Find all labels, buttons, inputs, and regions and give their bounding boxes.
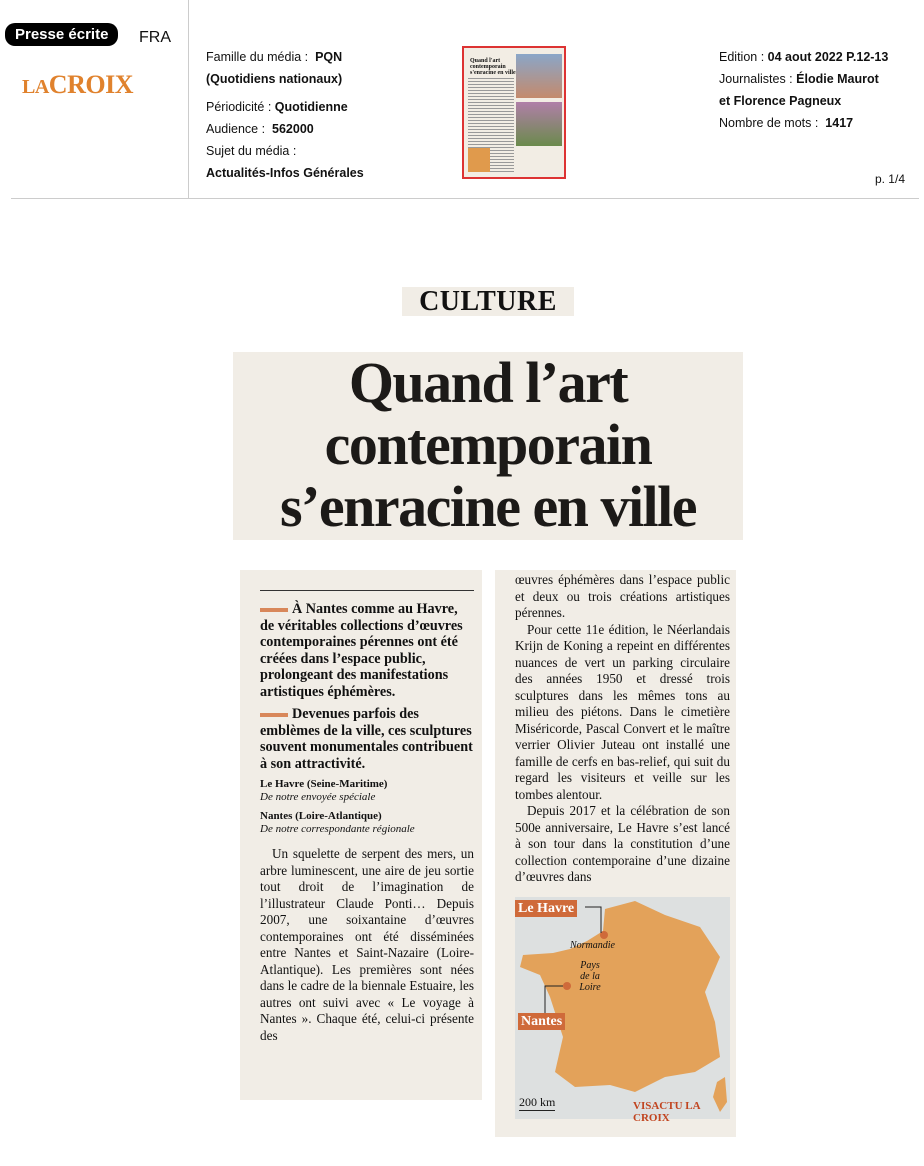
periodicite-value: Quotidienne bbox=[274, 100, 348, 114]
normandie-label: Normandie bbox=[570, 940, 615, 951]
chapo-2: Devenues parfois des emblèmes de la ville, ces sculptures souvent monumentales contribuent à son attractivité. bbox=[260, 706, 473, 772]
audience-value: 562000 bbox=[272, 122, 314, 136]
thumbnail-title: Quand l'art contemporain s'enracine en ville bbox=[470, 58, 516, 76]
journalistes-value-2: et Florence Pagneux bbox=[719, 94, 842, 108]
thumbnail-photo bbox=[516, 102, 562, 146]
le-havre-label: Le Havre bbox=[515, 900, 577, 917]
page-number: p. 1/4 bbox=[874, 172, 905, 186]
periodicite-label: Périodicité : bbox=[206, 100, 272, 114]
thumbnail-map bbox=[468, 148, 490, 172]
sujet-label: Sujet du média : bbox=[206, 144, 297, 158]
article-title: Quand l’art contemporain s’enracine en ville bbox=[233, 352, 743, 540]
edition-label: Edition : bbox=[719, 50, 765, 64]
famille-value: PQN bbox=[315, 50, 343, 64]
leader-line bbox=[585, 907, 601, 933]
mots-value: 1417 bbox=[825, 116, 854, 130]
signature-place: Nantes (Loire-Atlantique) bbox=[260, 810, 382, 822]
famille-label: Famille du média : bbox=[206, 50, 309, 64]
mots-label: Nombre de mots : bbox=[719, 116, 819, 130]
paragraph: Un squelette de serpent des mers, un arbre luminescent, une aire de jeu sortie tout droit de l’imagination de l’illustrateur Claude Ponti… Depuis 2007, une soixantaine d’œuvres contemporaines ont été disséminées entre Nantes et Saint-Nazaire (Loire-Atlantique). Les premières sont nées dans le cadre de la biennale Estuaire, les autres ont suivi avec « Le voyage à Nantes ». Chaque été, celui-ci présente des bbox=[260, 846, 474, 1043]
nantes-marker bbox=[563, 982, 571, 990]
paragraph: œuvres éphémères dans l’espace public et deux ou trois créations artistiques pérennes. bbox=[515, 572, 730, 620]
media-info bbox=[206, 46, 364, 184]
header-divider bbox=[11, 198, 919, 199]
dash-mark bbox=[260, 713, 288, 717]
thumbnail-photo bbox=[516, 54, 562, 98]
journalistes-value: Élodie Maurot bbox=[796, 72, 879, 86]
audience-label: Audience : bbox=[206, 122, 266, 136]
signature-role: De notre correspondante régionale bbox=[260, 823, 415, 835]
paragraph: Depuis 2017 et la célébration de son 500e anniversaire, Le Havre s’est lancé à son tour dans la constitution d’une collection contemporaine d’une dizaine d’œuvres dans bbox=[515, 803, 730, 884]
media-type-badge: Presse écrite bbox=[5, 23, 118, 46]
la-croix-logo: LACROIX bbox=[22, 70, 133, 99]
france-map bbox=[515, 897, 730, 1124]
pays-de-la-loire-label: Pays de la Loire bbox=[579, 960, 601, 993]
article-column-1 bbox=[240, 570, 482, 1100]
dash-mark bbox=[260, 608, 288, 612]
signature-place: Le Havre (Seine-Maritime) bbox=[260, 778, 388, 790]
edition-value: 04 aout 2022 P.12-13 bbox=[767, 50, 889, 64]
country-code: FRA bbox=[139, 29, 171, 46]
page-thumbnail[interactable] bbox=[462, 46, 566, 179]
rule bbox=[260, 590, 474, 591]
sujet-value: Actualités-Infos Générales bbox=[206, 166, 364, 180]
famille-detail: (Quotidiens nationaux) bbox=[206, 72, 343, 86]
paragraph: Pour cette 11e édition, le Néerlandais Krijn de Koning a repeint en différentes nuances de vert un parking circulaire des années 1950 et dressé trois sculptures dans les mêmes tons au milieu des piétons. Dans le cimetière Miséricorde, Pascal Convert et le maître verrier Olivier Juteau ont installé une famille de cerfs en bas-relief, qui suit du regard les visiteurs et veille sur les tombes alentour. bbox=[515, 621, 730, 802]
map-credit: VISACTU LA CROIX bbox=[633, 1100, 700, 1124]
chapo-1: À Nantes comme au Havre, de véritables collections d’œuvres contemporaines pérennes ont été créées dans l’espace public, prolongeant des manifestations artistiques éphémères. bbox=[260, 601, 463, 700]
map-scale: 200 km bbox=[519, 1095, 556, 1109]
journalistes-label: Journalistes : bbox=[719, 72, 793, 86]
france-map-shape bbox=[515, 897, 730, 1119]
divider bbox=[188, 0, 189, 198]
signature-role: De notre envoyée spéciale bbox=[260, 791, 376, 803]
rubrique: CULTURE bbox=[402, 287, 574, 316]
nantes-label: Nantes bbox=[518, 1013, 565, 1030]
france-land bbox=[520, 901, 720, 1092]
edition-info bbox=[719, 46, 888, 134]
